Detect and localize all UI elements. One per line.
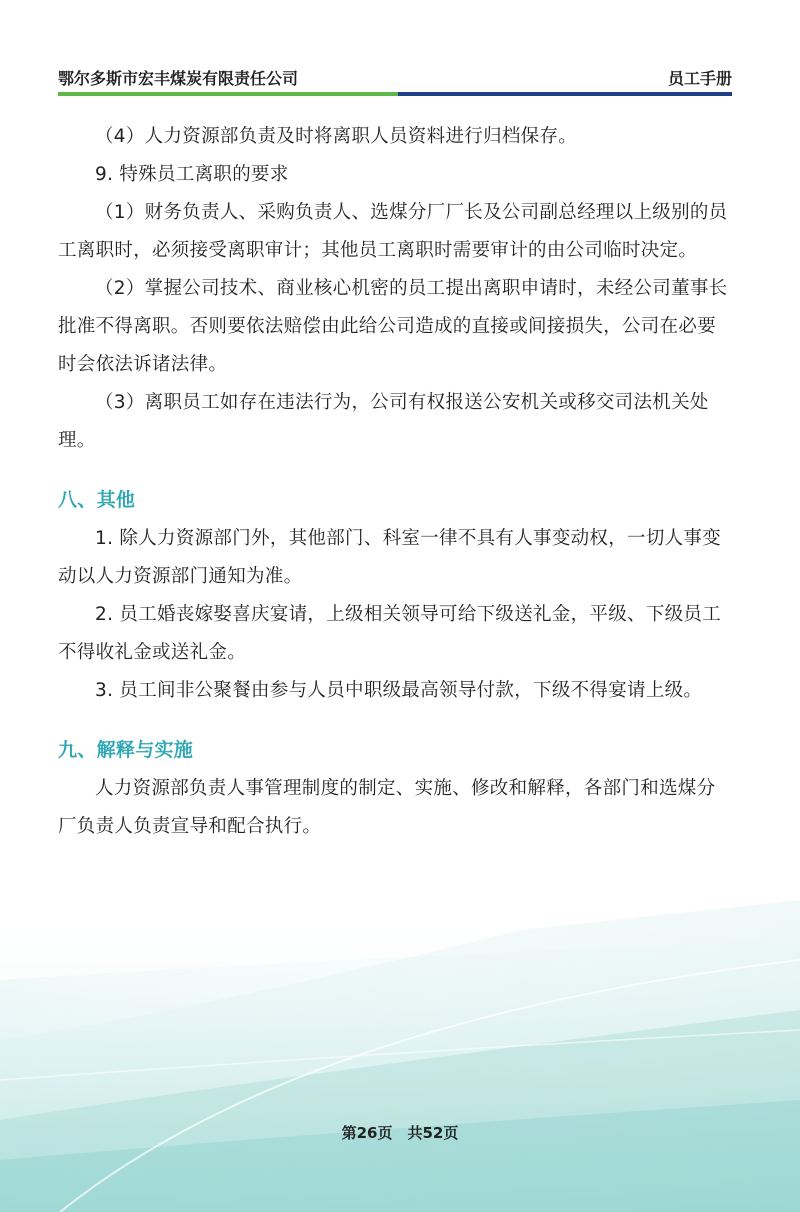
- section-heading-interpretation: 九、解释与实施: [58, 739, 194, 761]
- paragraph: （4）人力资源部负责及时将离职人员资料进行归档保存。: [95, 126, 578, 147]
- paragraph: （3）离职员工如存在违法行为，公司有权报送公安机关或移交司法机关处理。: [58, 392, 709, 451]
- decorative-background-waves: [0, 900, 800, 1212]
- page-header: [58, 66, 732, 94]
- paragraph: 2. 员工婚丧嫁娶喜庆宴请，上级相关领导可给下级送礼金，平级、下级员工不得收礼金或送礼金。: [58, 604, 722, 663]
- page-number: 第26页 共52页: [341, 1124, 459, 1142]
- paragraph: 9. 特殊员工离职的要求: [95, 164, 289, 185]
- manual-title: 员工手册: [667, 69, 732, 88]
- header-rule-blue: [398, 92, 732, 96]
- header-rule-green: [58, 92, 398, 96]
- paragraph: （2）掌握公司技术、商业核心机密的员工提出离职申请时，未经公司董事长批准不得离职。否则要依法赔偿由此给公司造成的直接或间接损失，公司在必要时会依法诉诸法律。: [58, 278, 728, 375]
- paragraph: 人力资源部负责人事管理制度的制定、实施、修改和解释，各部门和选煤分厂负责人负责宣导和配合执行。: [58, 778, 716, 837]
- company-name: 鄂尔多斯市宏丰煤炭有限责任公司: [58, 69, 299, 88]
- paragraph: （1）财务负责人、采购负责人、选煤分厂厂长及公司副总经理以上级别的员工离职时，必须接受离职审计；其他员工离职时需要审计的由公司临时决定。: [58, 202, 728, 261]
- paragraph: 1. 除人力资源部门外，其他部门、科室一律不具有人事变动权，一切人事变动以人力资源部门通知为准。: [58, 528, 722, 587]
- document-body: [58, 118, 732, 846]
- section-heading-other: 八、其他: [58, 489, 136, 511]
- paragraph: 3. 员工间非公聚餐由参与人员中职级最高领导付款，下级不得宴请上级。: [95, 680, 703, 701]
